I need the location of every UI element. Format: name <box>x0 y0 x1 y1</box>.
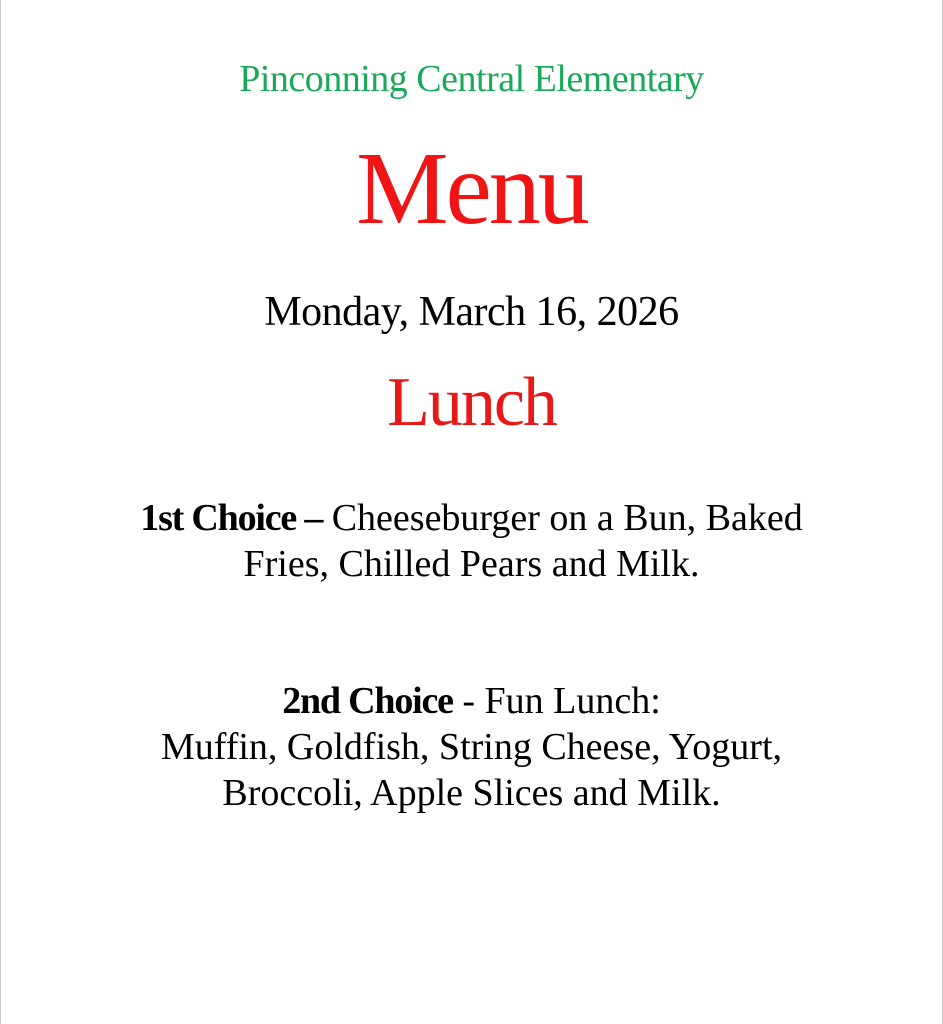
menu-date: Monday, March 16, 2026 <box>264 289 679 335</box>
second-choice-line-1 <box>101 678 842 724</box>
second-choice-items-line-1: Fun Lunch: <box>484 680 661 722</box>
second-choice-items-line-2: Muffin, Goldfish, String Cheese, Yogurt, <box>160 726 783 768</box>
first-choice-line-1 <box>101 495 842 541</box>
first-choice-label: 1st Choice – <box>140 497 323 539</box>
menu-title: Menu <box>356 131 587 246</box>
first-choice-items-line-1: Cheeseburger on a Bun, Baked <box>331 497 803 539</box>
meal-heading: Lunch <box>387 364 556 441</box>
first-choice <box>101 495 842 587</box>
second-choice-label: 2nd Choice <box>282 680 453 722</box>
first-choice-separator <box>322 497 332 539</box>
second-choice-separator: - <box>452 680 485 722</box>
second-choice <box>101 678 842 816</box>
school-name: Pinconning Central Elementary <box>239 58 704 100</box>
second-choice-items-line-3: Broccoli, Apple Slices and Milk. <box>222 772 721 814</box>
first-choice-items-line-2: Fries, Chilled Pears and Milk. <box>243 543 700 585</box>
